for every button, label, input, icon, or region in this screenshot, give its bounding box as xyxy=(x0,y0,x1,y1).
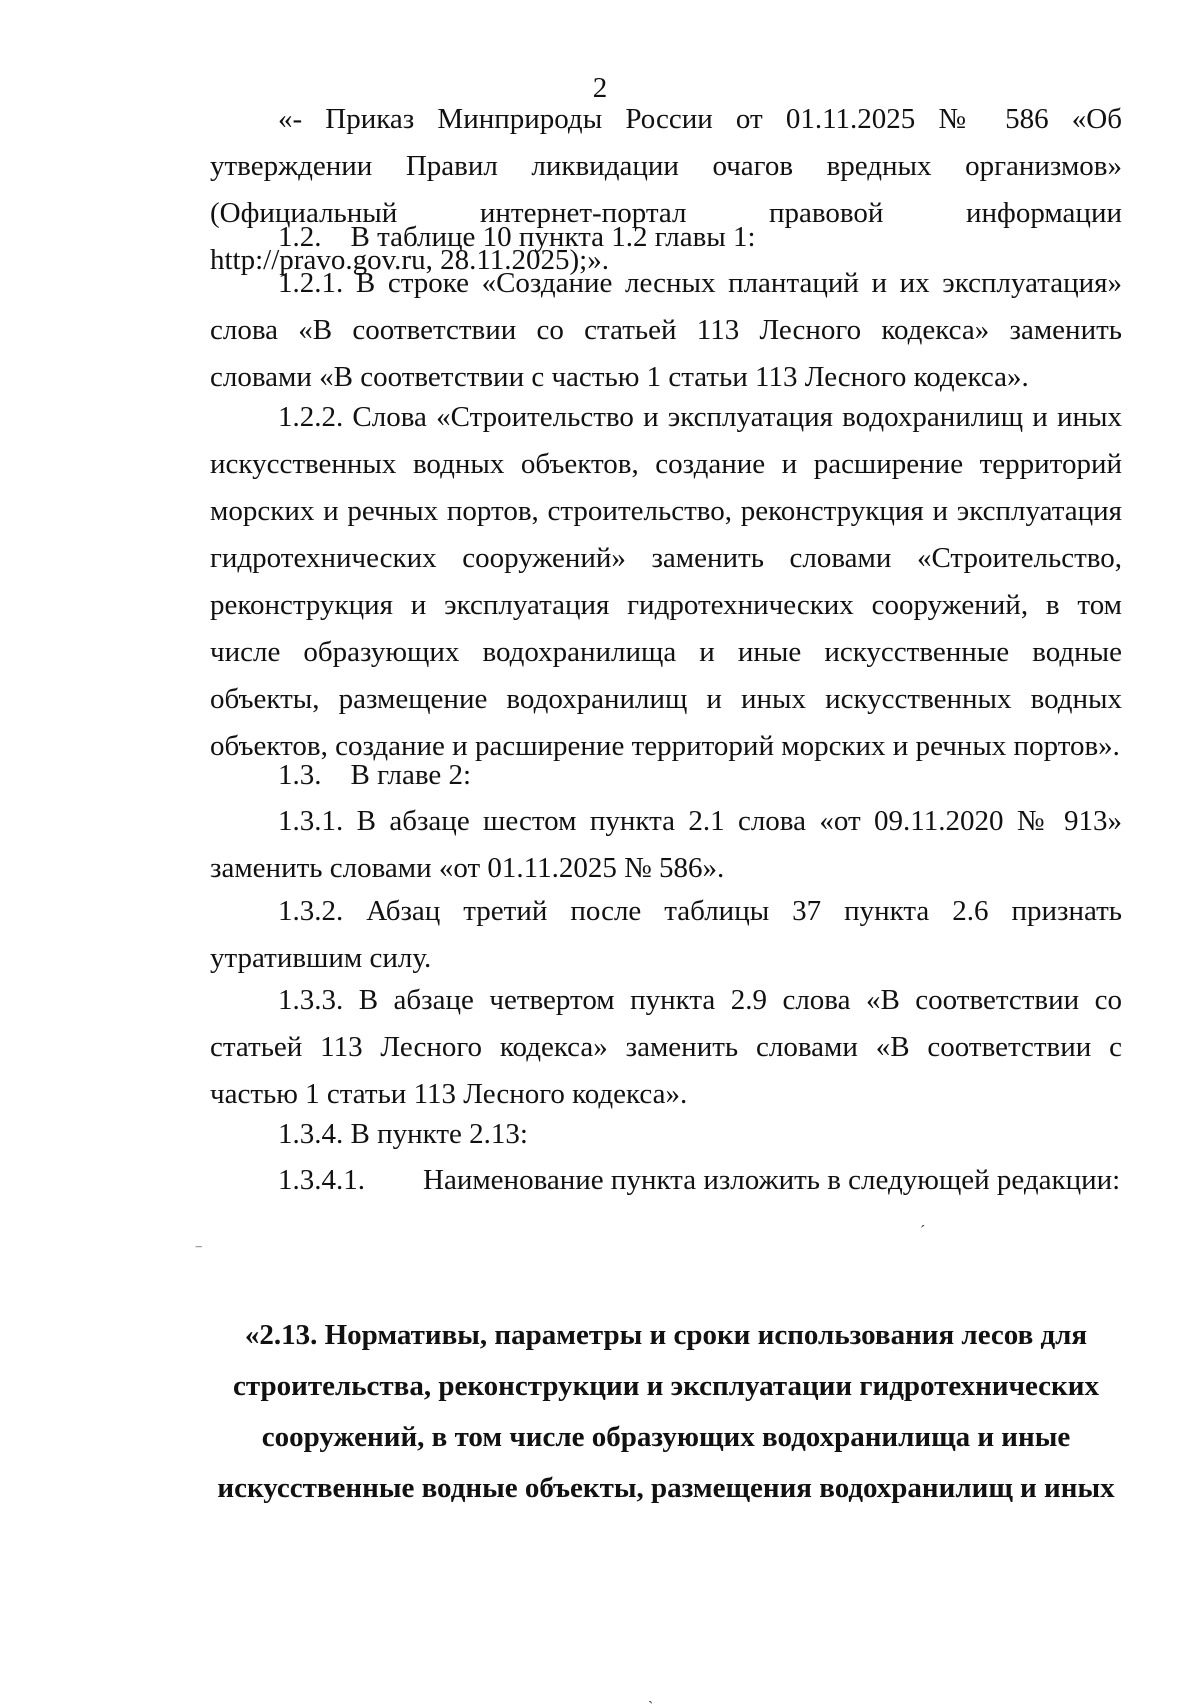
paragraph-1-2: 1.2. В таблице 10 пункта 1.2 главы 1: xyxy=(278,221,756,253)
page-number: 2 xyxy=(592,72,608,104)
scan-speck: ‾ xyxy=(196,1246,202,1263)
body-text xyxy=(210,977,1122,1118)
section-heading-2-13: «2.13. Нормативы, параметры и сроки использования лесов для строительства, реконструкции и эксплуатации гидротехнических сооружений, в том числе образующих водохранилища и иные искусственные водные объекты, размещения водохранилищ и иных xyxy=(217,1319,1115,1504)
scan-speck: ˊ xyxy=(920,1223,926,1240)
body-text xyxy=(210,798,1122,892)
body-text xyxy=(210,394,1122,770)
paragraph-1-3-3: 1.3.3. В абзаце четвертом пункта 2.9 слова «В соответствии со статьей 113 Лесного кодекса» заменить словами «В соответствии с частью 1 статьи 113 Лесного кодекса». xyxy=(210,984,1122,1110)
body-text xyxy=(210,888,1122,982)
paragraph-1-3-2: 1.3.2. Абзац третий после таблицы 37 пункта 2.6 признать утратившим силу. xyxy=(210,895,1122,974)
paragraph-1-3: 1.3. В главе 2: xyxy=(278,759,472,791)
paragraph-1-3-4: 1.3.4. В пункте 2.13: xyxy=(278,1118,528,1150)
body-text xyxy=(210,260,1122,401)
paragraph-1-2-1: 1.2.1. В строке «Создание лесных плантаций и их эксплуатация» слова «В соответствии со статьей 113 Лесного кодекса» заменить словами «В соответствии с частью 1 статьи 113 Лесного кодекса». xyxy=(210,267,1122,393)
body-text xyxy=(210,752,1122,799)
body-text xyxy=(210,1111,1122,1158)
body-text xyxy=(210,1157,1122,1204)
paragraph-1-3-1: 1.3.1. В абзаце шестом пункта 2.1 слова «от 09.11.2020 № 913» заменить словами «от 01.11.2025 № 586». xyxy=(210,805,1122,884)
body-text xyxy=(210,214,1122,261)
paragraph-order-reference: «- Приказ Минприроды России от 01.11.2025 № 586 «Об утверждении Правил ликвидации очагов вредных организмов» (Официальный интернет-портал правовой информации http://pravo.gov.ru, 28.11.2025);». xyxy=(210,103,1122,276)
scan-speck: ˏ xyxy=(648,1687,654,1704)
paragraph-1-2-2: 1.2.2. Слова «Строительство и эксплуатация водохранилищ и иных искусственных водных объектов, создание и расширение территорий морских и речных портов, строительство, реконструкция и эксплуатация гидротехнических сооружений» заменить словами «Строительство, реконструкция и эксплуатация гидротехнических сооружений, в том числе образующих водохранилища и иные искусственные водные объекты, размещение водохранилищ и иных искусственных водных объектов, создание и расширение территорий морских и речных портов». xyxy=(210,401,1122,762)
paragraph-1-3-4-1: 1.3.4.1. Наименование пункта изложить в следующей редакции: xyxy=(278,1164,1121,1196)
